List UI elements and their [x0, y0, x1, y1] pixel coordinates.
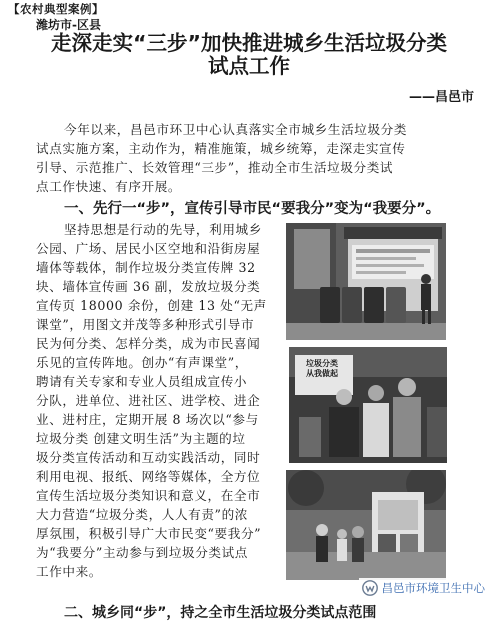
body-line: 分队，进单位、进社区、进学校、进企 [36, 393, 261, 408]
body-line: 聘请有关专家和专业人员组成宣传小 [36, 374, 248, 389]
body-line: 宣传页 18000 余份，创建 13 处“无声 [36, 298, 267, 313]
region-label: 潍坊市-区县 [36, 18, 101, 32]
sign-text: 从我做起 [306, 369, 338, 378]
body-line: 业、进村庄，定期开展 8 场次以“参与 [36, 412, 259, 427]
intro-line: 引导、示范推广、长效管理“三步”，推动全市生活垃圾分类试 [36, 160, 394, 175]
photo-outreach-event [289, 347, 447, 463]
sign-text: 垃圾分类 [306, 359, 338, 368]
article-title-line-2: 试点工作 [208, 54, 290, 78]
source-watermark [359, 578, 491, 598]
body-line: 乐见的宣传阵地。创办“有声课堂”， [36, 355, 248, 370]
body-line: 民为何分类、怎样分类，成为市民喜闻 [36, 336, 261, 351]
body-line: 圾分类宣传活动和互动实践活动，同时 [36, 450, 261, 465]
wechat-channel-icon [362, 580, 378, 596]
case-category-tag: 【农村典型案例】 [8, 2, 104, 16]
body-line: 厚氛围，积极引导广大市民变“要我分” [36, 526, 262, 541]
section-2-heading: 二、城乡同“步”，持之全市生活垃圾分类试点范围 [64, 605, 377, 621]
body-line: 利用电视、报纸、网络等媒体，全方位 [36, 469, 261, 484]
body-line: 坚持思想是行动的先导，利用城乡 [64, 222, 262, 237]
article-title-line-1: 走深走实“三步”加快推进城乡生活垃圾分类 [51, 31, 447, 55]
body-line: 课堂”，用图文并茂等多种形式引导市 [36, 317, 255, 332]
watermark-text: 昌邑市环境卫生中心 [381, 581, 485, 595]
body-line: 宣传生活垃圾分类知识和意义，在全市 [36, 488, 261, 503]
photo-sorting-station [286, 223, 446, 340]
article-byline: ——昌邑市 [408, 90, 474, 105]
body-line: 垃圾分类 创建文明生活”为主题的垃 [36, 431, 246, 446]
body-line: 工作中来。 [36, 564, 102, 579]
body-line: 块、墙体宣传画 36 副，发放垃圾分类 [36, 279, 261, 294]
intro-line: 试点实施方案，主动作为，精准施策，城乡统筹，走深走实宣传 [36, 141, 406, 156]
photo-community-collection [286, 470, 446, 580]
body-line: 墙体等载体，制作垃圾分类宣传牌 32 [36, 260, 256, 275]
intro-line: 今年以来，昌邑市环卫中心认真落实全市城乡生活垃圾分类 [64, 122, 408, 137]
body-line: 大力营造“垃圾分类，人人有责”的浓 [36, 507, 248, 522]
intro-line: 点工作快速、有序开展。 [36, 179, 182, 194]
body-line: 为“我要分”主动参与到垃圾分类试点 [36, 545, 248, 560]
section-1-heading: 一、先行一“步”，宣传引导市民“要我分”变为“我要分”。 [64, 201, 441, 217]
body-line: 公园、广场、居民小区空地和沿街房屋 [36, 241, 261, 256]
